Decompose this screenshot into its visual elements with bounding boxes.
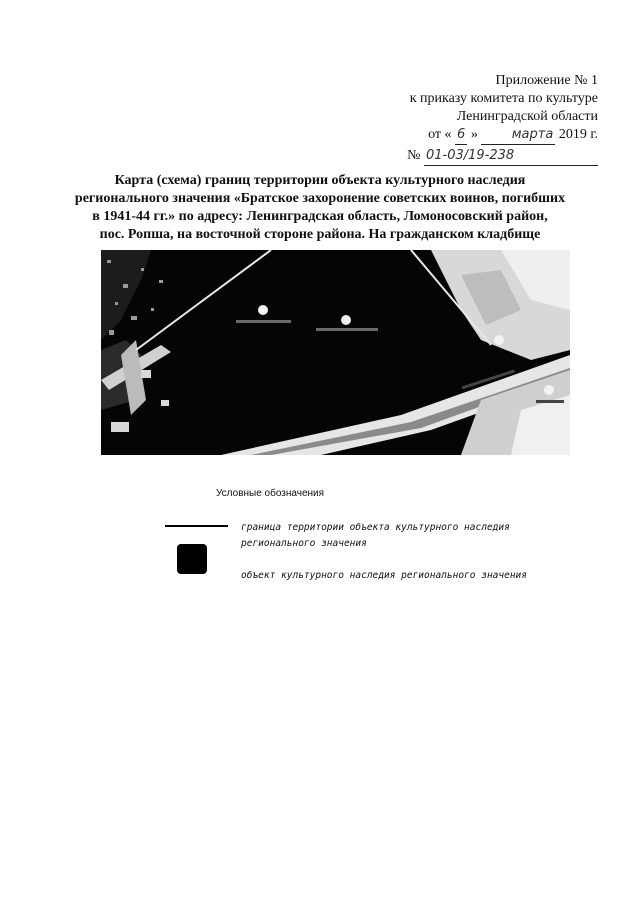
number-prefix: № — [407, 148, 421, 163]
legend-boundary-text — [241, 520, 510, 552]
satellite-map — [101, 250, 570, 455]
title-line4: пос. Ропша, на восточной стороне района. На гражданском кладбище — [99, 227, 541, 242]
title-line1: Карта (схема) границ территории объекта культурного наследия — [114, 173, 526, 188]
legend-boundary-line2: регионального значения — [241, 538, 367, 549]
appendix-line1: Приложение № 1 — [495, 73, 598, 88]
appendix-date — [407, 126, 598, 145]
date-prefix: от « — [428, 127, 452, 142]
legend-boundary-line1: граница территории объекта культурного наследия — [241, 522, 510, 533]
legend-boundary-line — [165, 525, 228, 527]
appendix-line2: к приказу комитета по культуре — [409, 91, 598, 106]
legend-title: Условные обозначения — [216, 488, 325, 499]
date-month: марта — [481, 126, 555, 145]
appendix-line3: Ленинградской области — [456, 109, 598, 124]
appendix-number — [407, 147, 598, 166]
date-mid: » — [470, 127, 478, 142]
title-line3: в 1941-44 гг.» по адресу: Ленинградская область, Ломоносовский район, — [92, 209, 548, 224]
appendix-header — [407, 72, 598, 166]
legend-object-text: объект культурного наследия регионального значения — [241, 570, 527, 581]
title-line2: регионального значения «Братское захоронение советских воинов, погибших — [74, 191, 566, 206]
legend-object-symbol — [177, 544, 207, 574]
date-day: 6 — [455, 126, 467, 145]
map-image — [101, 250, 570, 455]
date-year: 2019 г. — [558, 127, 598, 142]
document-title — [70, 172, 570, 244]
number-value: 01-03/19-238 — [424, 147, 598, 166]
